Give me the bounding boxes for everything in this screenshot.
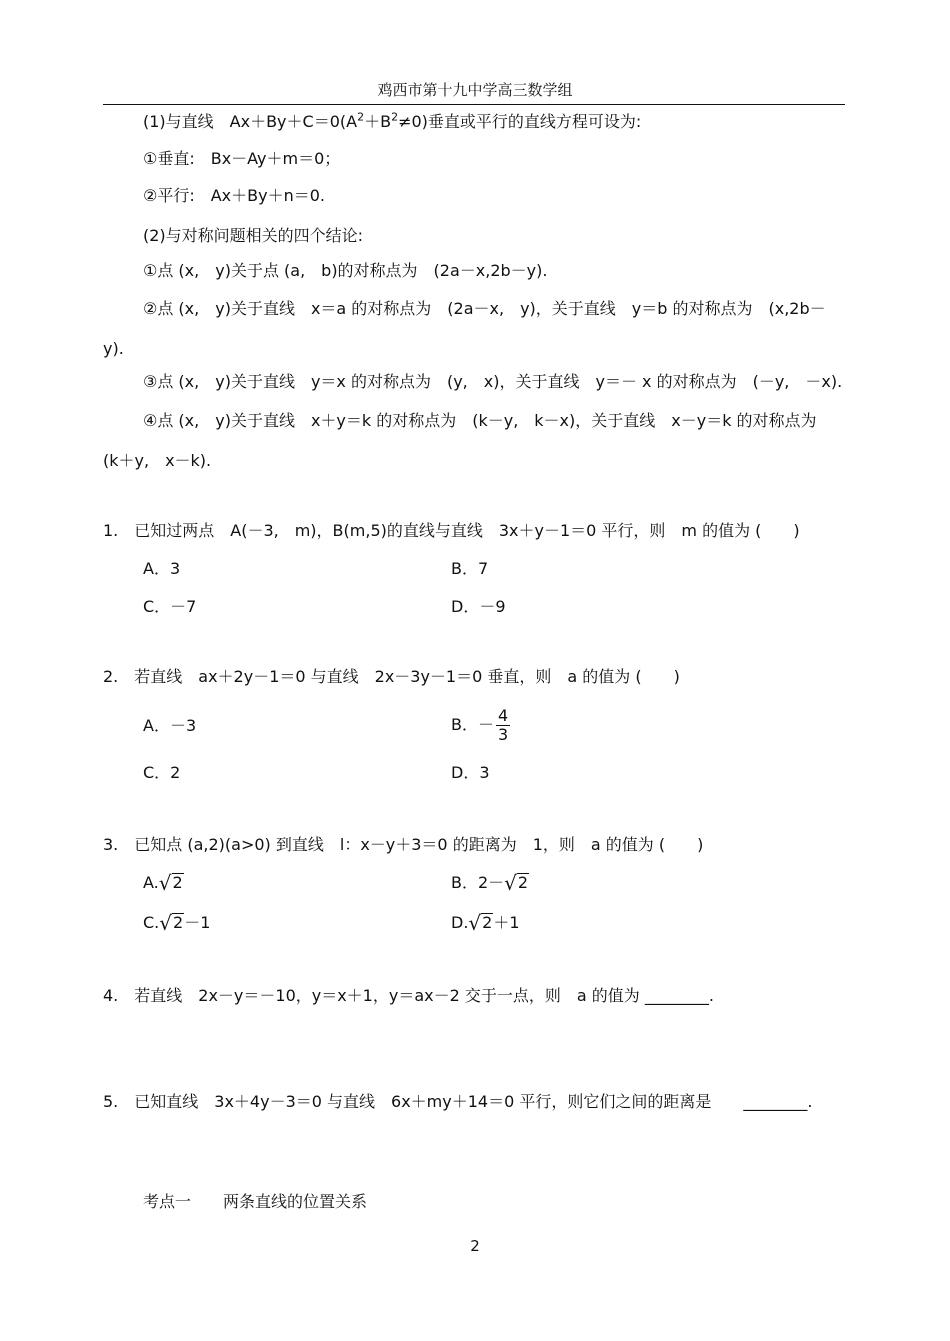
page-number: 2: [470, 1237, 480, 1255]
section-heading: 考点一 两条直线的位置关系: [143, 1192, 368, 1211]
q3-option-d: D.√2＋1: [451, 911, 520, 935]
radical-sign: √: [159, 911, 173, 935]
q3-option-c: C.√2－1: [143, 911, 211, 935]
q1-stem: 1. 已知过两点 A(－3, m)，B(m,5)的直线与直线 3x＋y－1＝0 平行，则 m 的值为 ( ): [103, 521, 800, 540]
q1-option-d: D．－9: [451, 597, 506, 616]
q3-option-b: B．2－√2: [451, 871, 529, 895]
q2-option-c: C．2: [143, 763, 181, 782]
conclusion-1: ①点 (x, y)关于点 (a, b)的对称点为 (2a－x,2b－y).: [143, 261, 548, 280]
q2-stem: 2. 若直线 ax＋2y－1＝0 与直线 2x－3y－1＝0 垂直，则 a 的值为 ( ): [103, 667, 680, 686]
intro-paragraph-2: (2)与对称问题相关的四个结论:: [143, 226, 364, 245]
conclusion-2-cont: y).: [103, 339, 124, 358]
q1-option-a: A．3: [143, 559, 181, 578]
fraction: $\frac{4}{3}$: [497, 706, 509, 744]
q3-stem: 3. 已知点 (a,2)(a>0) 到直线 l：x－y＋3＝0 的距离为 1，则 a 的值为 ( ): [103, 835, 704, 854]
intro-parallel: ②平行: Ax＋By＋n＝0.: [143, 186, 326, 205]
q2-option-b: B．－ $\frac{4}{3}$: [451, 706, 509, 744]
conclusion-3: ③点 (x, y)关于直线 y＝x 的对称点为 (y, x)，关于直线 y＝－ x 的对称点为 (－y, －x).: [143, 372, 843, 391]
intro-vertical: ①垂直: Bx－Ay＋m＝0；: [143, 149, 341, 168]
conclusion-4-cont: (k＋y, x－k).: [103, 451, 212, 470]
q3-option-a: A.√2: [143, 871, 183, 895]
q2-option-d: D．3: [451, 763, 490, 782]
conclusion-4: ④点 (x, y)关于直线 x＋y＝k 的对称点为 (k－y, k－x)，关于直线 x－y＝k 的对称点为: [143, 411, 817, 430]
radical-sign: √: [468, 911, 482, 935]
header-rule: [103, 104, 845, 105]
intro-paragraph-1: (1)与直线 $Ax+By+C=0(A^2+B^2\ne 0)$垂直或平行的直线方程可设为:: [143, 110, 642, 131]
page-header: 鸡西市第十九中学高三数学组: [377, 81, 573, 99]
q4-stem: 4. 若直线 2x－y＝－10，y＝x＋1，y＝ax－2 交于一点，则 a 的值为 ________.: [103, 986, 714, 1005]
conclusion-2: ②点 (x, y)关于直线 x＝a 的对称点为 (2a－x, y)，关于直线 y＝b 的对称点为 (x,2b－: [143, 299, 826, 318]
q5-stem: 5. 已知直线 3x＋4y－3＝0 与直线 6x＋my＋14＝0 平行，则它们之间的距离是 ________.: [103, 1092, 813, 1111]
q2-option-a: A．－3: [143, 716, 197, 735]
radical-sign: √: [504, 871, 517, 895]
q1-option-b: B．7: [451, 559, 489, 578]
radical-sign: √: [158, 871, 172, 895]
q1-option-c: C．－7: [143, 597, 197, 616]
